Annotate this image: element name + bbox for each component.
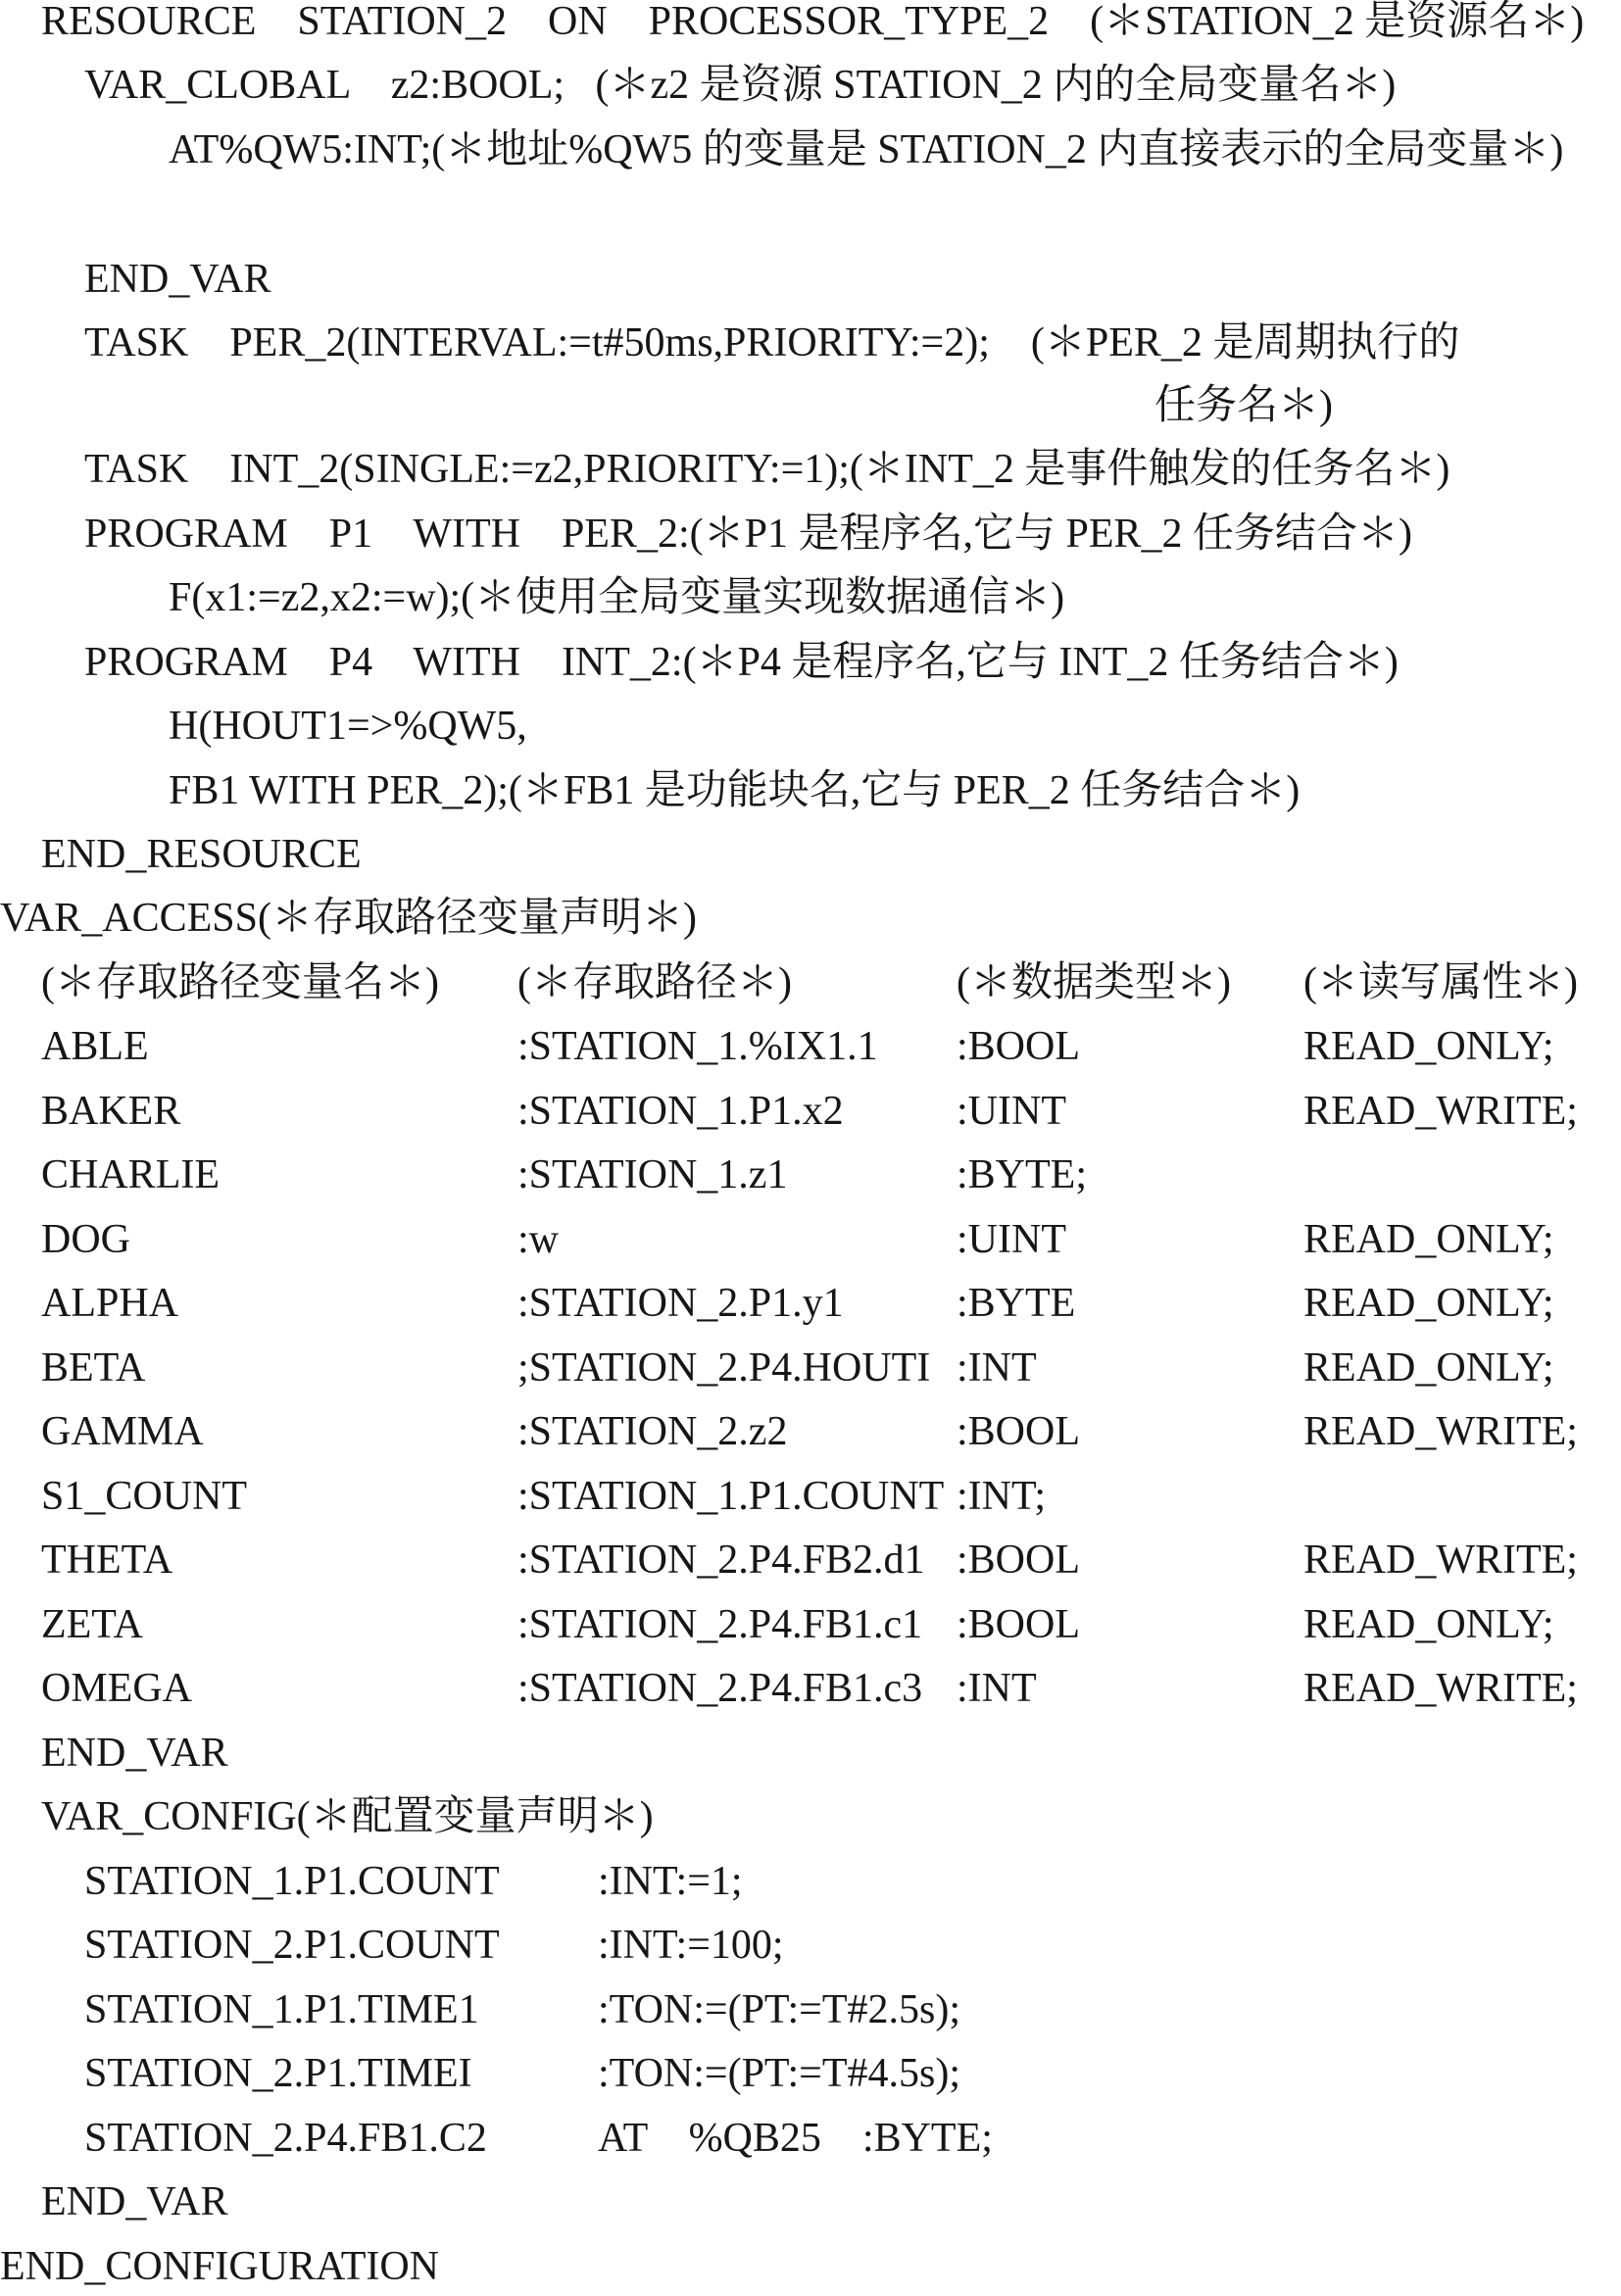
access-var-name: DOG [41,1217,130,1262]
access-data-type: :BOOL [957,1024,1080,1069]
header-access-path: (＊存取路径＊) [517,960,792,1005]
at-qw5-line: AT%QW5:INT;(＊地址%QW5 的变量是 STATION_2 内直接表示的全局变量＊) [169,127,1564,172]
access-data-type: :BOOL [957,1409,1080,1454]
access-rw-attribute: READ_ONLY; [1303,1281,1554,1326]
access-rw-attribute: READ_WRITE; [1303,1538,1578,1583]
access-rw-attribute: READ_ONLY; [1303,1602,1554,1647]
access-var-name: S1_COUNT [41,1474,248,1519]
task-per2-continuation: 任务名＊) [1154,383,1333,428]
task-per2-line: TASK PER_2(INTERVAL:=t#50ms,PRIORITY:=2); (＊PER_2 是周期执行的 [84,320,1460,366]
config-var-name: STATION_2.P1.COUNT [84,1923,500,1968]
var-global-line: VAR_CLOBAL z2:BOOL; (＊z2 是资源 STATION_2 内的全局变量名＊) [84,63,1397,108]
access-end-var-line: END_VAR [41,1731,228,1776]
config-declaration: :TON:=(PT:=T#4.5s); [598,2051,961,2096]
access-rw-attribute: READ_ONLY; [1303,1345,1554,1391]
access-rw-attribute: READ_ONLY; [1303,1024,1554,1069]
access-var-name: CHARLIE [41,1152,220,1197]
access-var-name: GAMMA [41,1409,204,1454]
access-data-type: :UINT [957,1217,1066,1262]
access-data-type: :INT [957,1345,1037,1391]
access-rw-attribute: READ_WRITE; [1303,1409,1578,1454]
access-rw-attribute: READ_WRITE; [1303,1089,1578,1134]
access-data-type: :INT [957,1666,1037,1711]
access-path: :STATION_1.P1.COUNT [517,1474,945,1519]
config-declaration: AT %QB25 :BYTE; [598,2116,993,2161]
access-rw-attribute: READ_ONLY; [1303,1217,1554,1262]
var-access-line: VAR_ACCESS(＊存取路径变量声明＊) [0,896,697,941]
program-p1-line: PROGRAM P1 WITH PER_2:(＊P1 是程序名,它与 PER_2 任务结合＊) [84,512,1412,557]
access-var-name: ALPHA [41,1281,179,1326]
access-data-type: :BYTE; [957,1152,1087,1197]
config-declaration: :INT:=100; [598,1923,784,1968]
access-data-type: :INT; [957,1474,1046,1519]
end-var-line: END_VAR [84,257,271,302]
header-rw-attribute: (＊读写属性＊) [1303,960,1578,1005]
config-var-name: STATION_2.P1.TIMEI [84,2051,472,2096]
resource-line: RESOURCE STATION_2 ON PROCESSOR_TYPE_2 (＊STATION_2 是资源名＊) [41,0,1585,44]
fb1-line: FB1 WITH PER_2);(＊FB1 是功能块名,它与 PER_2 任务结合＊) [169,768,1301,813]
access-rw-attribute: READ_WRITE; [1303,1666,1578,1711]
access-data-type: :BOOL [957,1602,1080,1647]
h-call-line: H(HOUT1=>%QW5, [169,704,527,749]
end-configuration-line: END_CONFIGURATION [0,2244,439,2289]
access-path: ;STATION_2.P4.HOUTI [517,1345,931,1391]
end-resource-line: END_RESOURCE [41,832,362,877]
header-var-name: (＊存取路径变量名＊) [41,960,439,1005]
function-call-line: F(x1:=z2,x2:=w);(＊使用全局变量实现数据通信＊) [169,575,1065,620]
access-path: :STATION_2.P4.FB1.c3 [517,1666,923,1711]
access-path: :STATION_1.P1.x2 [517,1089,844,1134]
config-var-name: STATION_2.P4.FB1.C2 [84,2116,487,2161]
access-data-type: :BOOL [957,1538,1080,1583]
config-declaration: :TON:=(PT:=T#2.5s); [598,1987,961,2032]
var-config-line: VAR_CONFIG(＊配置变量声明＊) [41,1794,654,1839]
access-var-name: BAKER [41,1089,181,1134]
access-var-name: ABLE [41,1024,149,1069]
program-p4-line: PROGRAM P4 WITH INT_2:(＊P4 是程序名,它与 INT_2 任务结合＊) [84,640,1399,685]
access-path: :STATION_2.P1.y1 [517,1281,844,1326]
access-var-name: ZETA [41,1602,143,1647]
task-int2-line: TASK INT_2(SINGLE:=z2,PRIORITY:=1);(＊INT_2 是事件触发的任务名＊) [84,447,1450,492]
access-var-name: BETA [41,1345,146,1391]
access-path: :STATION_1.z1 [517,1152,788,1197]
config-var-name: STATION_1.P1.TIME1 [84,1987,479,2032]
config-end-var-line: END_VAR [41,2179,228,2224]
access-path: :w [517,1217,559,1262]
config-var-name: STATION_1.P1.COUNT [84,1859,500,1904]
config-declaration: :INT:=1; [598,1859,743,1904]
header-data-type: (＊数据类型＊) [957,960,1231,1005]
access-path: :STATION_2.P4.FB2.d1 [517,1538,925,1583]
access-path: :STATION_2.P4.FB1.c1 [517,1602,923,1647]
access-var-name: OMEGA [41,1666,192,1711]
access-var-name: THETA [41,1538,173,1583]
access-data-type: :UINT [957,1089,1066,1134]
access-path: :STATION_1.%IX1.1 [517,1024,878,1069]
access-path: :STATION_2.z2 [517,1409,788,1454]
access-data-type: :BYTE [957,1281,1076,1326]
